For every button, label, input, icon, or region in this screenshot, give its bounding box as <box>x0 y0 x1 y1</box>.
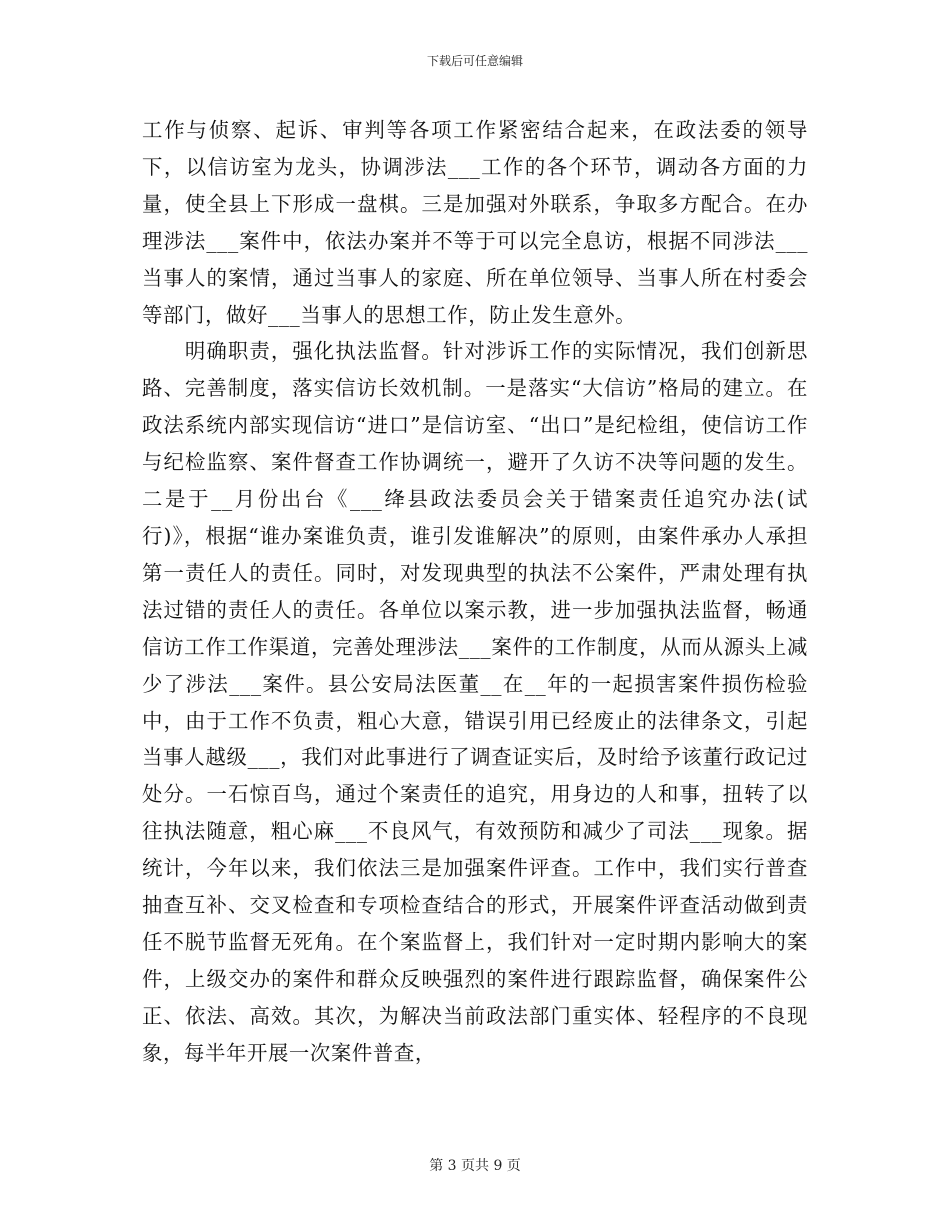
paragraph-2: 明确职责，强化执法监督。针对涉诉工作的实际情况，我们创新思路、完善制度，落实信访长效机制。一是落实“大信访”格局的建立。在政法系统内部实现信访“进口”是信访室、“出口”是纪检组，使信访工作与纪检监察、案件督查工作协调统一，避开了久访不决等问题的发生。二是于__月份出台《___绛县政法委员会关于错案责任追究办法(试行)》，根据“谁办案谁负责，谁引发谁解决”的原则，由案件承办人承担第一责任人的责任。同时，对发现典型的执法不公案件，严肃处理有执法过错的责任人的责任。各单位以案示教，进一步加强执法监督，畅通信访工作工作渠道，完善处理涉法___案件的工作制度，从而从源头上减少了涉法___案件。县公安局法医董__在__年的一起损害案件损伤检验中，由于工作不负责，粗心大意，错误引用已经废止的法律条文，引起当事人越级___，我们对此事进行了调查证实后，及时给予该董行政记过处分。一石惊百鸟，通过个案责任的追究，用身边的人和事，扭转了以往执法随意，粗心麻___不良风气，有效预防和减少了司法___现象。据统计，今年以来，我们依法三是加强案件评查。工作中，我们实行普查抽查互补、交叉检查和专项检查结合的形式，开展案件评查活动做到责任不脱节监督无死角。在个案监督上，我们针对一定时期内影响大的案件，上级交办的案件和群众反映强烈的案件进行跟踪监督，确保案件公正、依法、高效。其次，为解决当前政法部门重实体、轻程序的不良现象，每半年开展一次案件普查， <box>142 339 808 1065</box>
page-header: 下载后可任意编辑 <box>426 54 523 68</box>
paragraph-1: 工作与侦察、起诉、审判等各项工作紧密结合起来，在政法委的领导下，以信访室为龙头，协调涉法___工作的各个环节，调动各方面的力量，使全县上下形成一盘棋。三是加强对外联系，争取多方配合。在办理涉法___案件中，依法办案并不等于可以完全息访，根据不同涉法___当事人的案情，通过当事人的家庭、所在单位领导、当事人所在村委会等部门，做好___当事人的思想工作，防止发生意外。 <box>142 118 808 327</box>
page-footer: 第 3 页共 9 页 <box>429 1158 521 1174</box>
document-body <box>142 112 808 1072</box>
